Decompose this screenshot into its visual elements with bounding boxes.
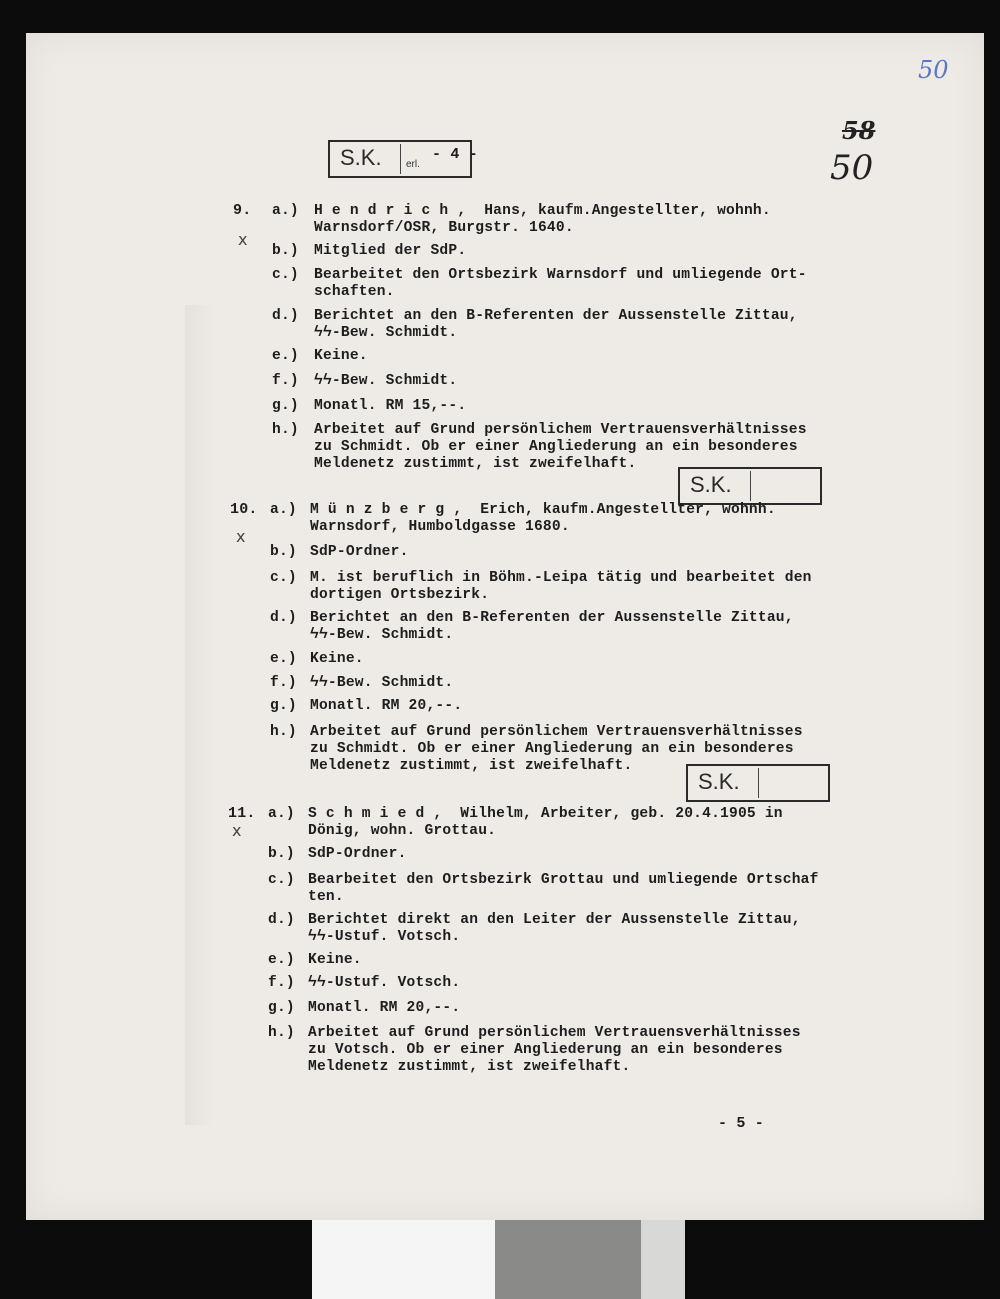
stamp-divider xyxy=(400,144,401,174)
entry-text: zu Schmidt. Ob er einer Angliederung an ein besonderes xyxy=(310,741,794,757)
entry-key: e.) xyxy=(272,348,299,364)
entry-text: ϟϟ-Bew. Schmidt. xyxy=(310,675,454,691)
entry-key: g.) xyxy=(272,398,299,414)
page-mark: - 4 - xyxy=(432,146,479,163)
entry-text: ten. xyxy=(308,889,344,905)
entry-text: Monatl. RM 20,--. xyxy=(310,698,463,714)
entry-text: Monatl. RM 15,--. xyxy=(314,398,467,414)
entry-text: Keine. xyxy=(308,952,362,968)
entry-key: d.) xyxy=(268,912,295,928)
margin-x-mark: x xyxy=(236,527,246,546)
entry-key: d.) xyxy=(270,610,297,626)
entry-text: Berichtet an den B-Referenten der Aussenstelle Zittau, xyxy=(310,610,794,626)
entry-key: f.) xyxy=(272,373,299,389)
sk-stamp-entry-9 xyxy=(678,467,822,505)
entry-number: 10. xyxy=(230,501,258,518)
entry-text: M ü n z b e r g , Erich, kaufm.Angestellter, wohnh. xyxy=(310,502,776,518)
entry-text: Warnsdorf, Humboldgasse 1680. xyxy=(310,519,570,535)
color-calibration-light xyxy=(641,1220,685,1299)
entry-text: ϟϟ-Bew. Schmidt. xyxy=(314,325,458,341)
page-number-blue: 50 xyxy=(918,56,949,84)
entry-text: M. ist beruflich in Böhm.-Leipa tätig und bearbeitet den xyxy=(310,570,812,586)
entry-key: b.) xyxy=(270,544,297,560)
entry-text: Arbeitet auf Grund persönlichem Vertrauensverhältnisses xyxy=(308,1025,801,1041)
entry-text: ϟϟ-Bew. Schmidt. xyxy=(310,627,454,643)
entry-key: h.) xyxy=(270,724,297,740)
stamp-divider xyxy=(750,471,751,501)
entry-text: Arbeitet auf Grund persönlichem Vertrauensverhältnisses xyxy=(314,422,807,438)
page-number-struck: 58 xyxy=(842,116,876,145)
entry-key: g.) xyxy=(268,1000,295,1016)
entry-text: SdP-Ordner. xyxy=(310,544,409,560)
entry-key: a.) xyxy=(272,203,299,219)
entry-key: c.) xyxy=(268,872,295,888)
entry-text: Meldenetz zustimmt, ist zweifelhaft. xyxy=(310,758,633,774)
entry-text: Berichtet direkt an den Leiter der Aussenstelle Zittau, xyxy=(308,912,801,928)
entry-key: h.) xyxy=(268,1025,295,1041)
entry-key: c.) xyxy=(270,570,297,586)
entry-text: zu Schmidt. Ob er einer Angliederung an ein besonderes xyxy=(314,439,798,455)
entry-text: Keine. xyxy=(310,651,364,667)
entry-text: schaften. xyxy=(314,284,395,300)
entry-text: Dönig, wohn. Grottau. xyxy=(308,823,497,839)
entry-text: Meldenetz zustimmt, ist zweifelhaft. xyxy=(308,1059,631,1075)
entry-text: Monatl. RM 20,--. xyxy=(308,1000,461,1016)
stamp-divider xyxy=(758,768,759,798)
entry-text: SdP-Ordner. xyxy=(308,846,407,862)
entry-text: Warnsdorf/OSR, Burgstr. 1640. xyxy=(314,220,574,236)
stamp-label: S.K. xyxy=(698,769,740,794)
entry-text: zu Votsch. Ob er einer Angliederung an ein besonderes xyxy=(308,1042,783,1058)
margin-x-mark: x xyxy=(232,821,242,840)
entry-key: d.) xyxy=(272,308,299,324)
entry-key: b.) xyxy=(268,846,295,862)
entry-text: ϟϟ-Ustuf. Votsch. xyxy=(308,975,461,991)
entry-key: e.) xyxy=(268,952,295,968)
entry-key: b.) xyxy=(272,243,299,259)
entry-key: a.) xyxy=(268,806,295,822)
sk-stamp-entry-10 xyxy=(686,764,830,802)
entry-key: h.) xyxy=(272,422,299,438)
margin-x-mark: x xyxy=(238,230,248,249)
entry-text: dortigen Ortsbezirk. xyxy=(310,587,490,603)
color-calibration-gray xyxy=(495,1220,641,1299)
entry-key: g.) xyxy=(270,698,297,714)
entry-text: S c h m i e d , Wilhelm, Arbeiter, geb. 20.4.1905 in xyxy=(308,806,783,822)
stamp-label: S.K. xyxy=(690,472,732,497)
entry-text: Keine. xyxy=(314,348,368,364)
entry-key: f.) xyxy=(268,975,295,991)
entry-text: Bearbeitet den Ortsbezirk Grottau und umliegende Ortschaf xyxy=(308,872,819,888)
entry-key: e.) xyxy=(270,651,297,667)
next-page-mark: - 5 - xyxy=(718,1115,765,1132)
entry-key: a.) xyxy=(270,502,297,518)
entry-text: Arbeitet auf Grund persönlichem Vertrauensverhältnisses xyxy=(310,724,803,740)
entry-number: 11. xyxy=(228,805,256,822)
entry-text: Mitglied der SdP. xyxy=(314,243,467,259)
color-calibration-white xyxy=(312,1220,495,1299)
page-shadow xyxy=(185,305,215,1125)
stamp-label: S.K. xyxy=(340,145,382,170)
entry-number: 9. xyxy=(233,202,252,219)
page-number-pencil: 50 xyxy=(830,148,874,188)
entry-text: H e n d r i c h , Hans, kaufm.Angestellter, wohnh. xyxy=(314,203,771,219)
stamp-erl-label: erl. xyxy=(406,159,420,170)
entry-text: Bearbeitet den Ortsbezirk Warnsdorf und umliegende Ort- xyxy=(314,267,807,283)
entry-text: Meldenetz zustimmt, ist zweifelhaft. xyxy=(314,456,637,472)
entry-text: ϟϟ-Bew. Schmidt. xyxy=(314,373,458,389)
entry-text: Berichtet an den B-Referenten der Aussenstelle Zittau, xyxy=(314,308,798,324)
entry-key: f.) xyxy=(270,675,297,691)
entry-text: ϟϟ-Ustuf. Votsch. xyxy=(308,929,461,945)
entry-key: c.) xyxy=(272,267,299,283)
